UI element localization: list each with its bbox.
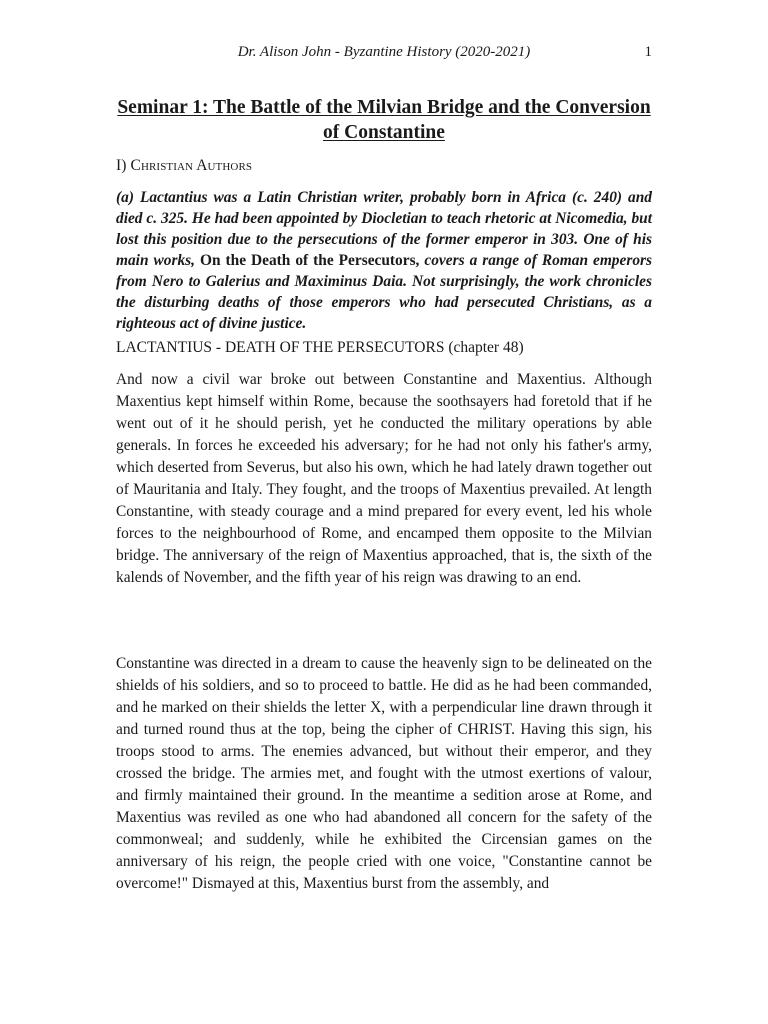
intro-paragraph (116, 187, 652, 334)
running-header (116, 44, 652, 64)
intro-work-title: On the Death of the Persecutors, (199, 252, 420, 269)
source-heading: LACTANTIUS - DEATH OF THE PERSECUTORS (chapter 48) (116, 339, 524, 356)
intro-text-part2: covers a range of Roman emperors from Nero to Galerius and Maximinus Daia. Not surprisingly, the work chronicles the disturbing deaths of those emperors who had persecuted Christians, as a righteous act of divine justice. (116, 252, 652, 332)
section-heading-text: Christian Authors (130, 157, 253, 174)
section-number: I) (116, 157, 127, 174)
section-heading (116, 157, 252, 175)
document-title: Seminar 1: The Battle of the Milvian Bridge and the Conversion of Constantine (117, 97, 651, 143)
intro-text-part1: (a) Lactantius was a Latin Christian writer, probably born in Africa (c. 240) and died c. 325. He had been appointed by Diocletian to teach rhetoric at Nicomedia, but lost this position due to the persecutions of the former emperor in 303. One of his main works, (116, 189, 652, 269)
page-number: 1 (644, 44, 652, 60)
body-paragraph: Constantine was directed in a dream to cause the heavenly sign to be delineated on the shields of his soldiers, and so to proceed to battle. He did as he had been commanded, and he marked on their shields the letter X, with a perpendicular line drawn through it and turned round thus at the top, being the cipher of CHRIST. Having this sign, his troops stood to arms. The enemies advanced, but without their emperor, and they crossed the bridge. The armies met, and fought with the utmost exertions of valour, and firmly maintained their ground. In the meantime a sedition arose at Rome, and Maxentius was reviled as one who had abandoned all concern for the safety of the commonweal; and suddenly, while he exhibited the Circensian games on the anniversary of his reign, the people cried with one voice, "Constantine cannot be overcome!" Dismayed at this, Maxentius burst from the assembly, and (116, 655, 652, 892)
body-paragraph: And now a civil war broke out between Constantine and Maxentius. Although Maxentius kept himself within Rome, because the soothsayers had foretold that if he went out of it he should perish, yet he conducted the military operations by able generals. In forces he exceeded his adversary; for he had not only his father's army, which deserted from Severus, but also his own, which he had lately drawn together out of Mauritania and Italy. They fought, and the troops of Maxentius prevailed. At length Constantine, with steady courage and a mind prepared for every event, led his whole forces to the neighbourhood of Rome, and encamped them opposite to the Milvian bridge. The anniversary of the reign of Maxentius approached, that is, the sixth of the kalends of November, and the fifth year of his reign was drawing to an end. (116, 371, 652, 586)
header-title: Dr. Alison John - Byzantine History (2020-2021) (237, 44, 531, 60)
